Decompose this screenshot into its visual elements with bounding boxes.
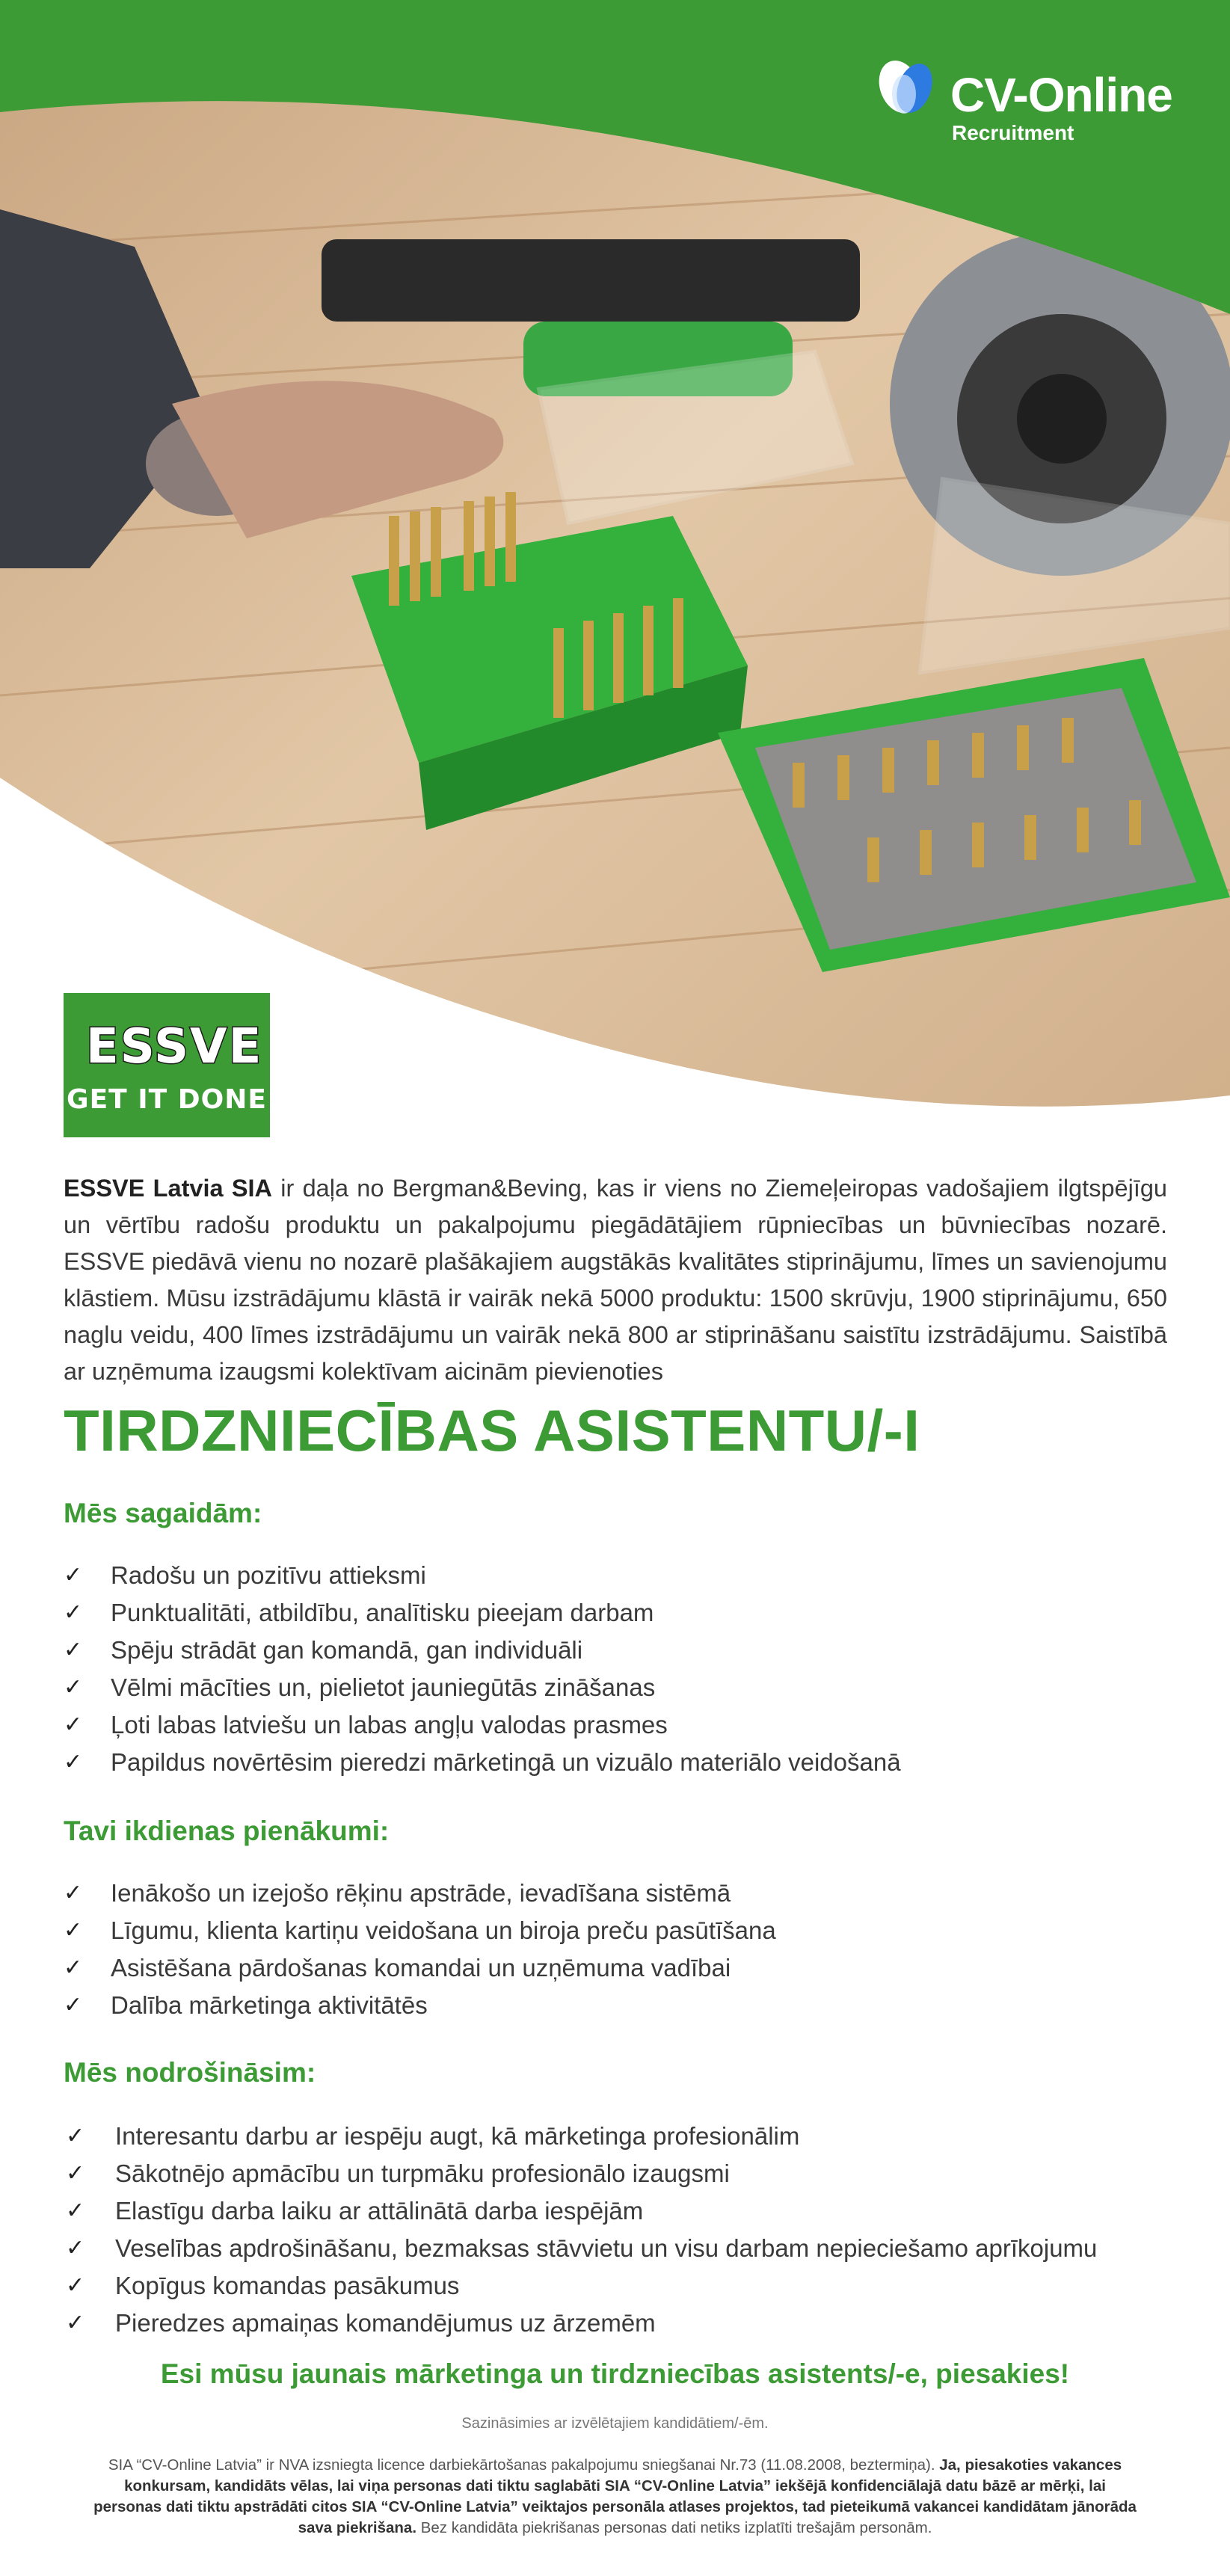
hero-banner <box>0 0 1230 1107</box>
call-to-action: Esi mūsu jaunais mārketinga un tirdzniecības asistents/-e, piesakies! <box>160 2358 1070 2389</box>
check-icon: ✓ <box>66 2310 85 2336</box>
requirements-title: Mēs sagaidām: <box>64 1498 262 1528</box>
check-icon: ✓ <box>66 2123 85 2149</box>
check-icon: ✓ <box>64 1637 83 1663</box>
cv-online-logo <box>871 51 1185 156</box>
company-intro-text: ir daļa no Bergman&Beving, kas ir viens no Ziemeļeiropas vadošajiem ilgtspējīgu un vērtību radošu produktu un pakalpojumu piegādātājiem rūpniecības un būvniecības nozarē. ESSVE piedāvā vienu no nozarē plašākajiem augstākās kvalitātes stiprinājumu, līmes un savienojumu klāstiem. Mūsu izstrādājumu klāstā ir vairāk nekā 5000 produktu: 1500 skrūvju, 1900 stiprinājumu, 650 naglu veidu, 400 līmes izstrādājumu un vairāk nekā 800 ar stiprināšanu saistītu izstrādājumu. Saistībā ar uzņēmuma izaugsmi kolektīvam aicinām pievienoties <box>64 1175 1167 1385</box>
check-icon: ✓ <box>66 2272 85 2299</box>
offer-title: Mēs nodrošināsim: <box>64 2057 316 2088</box>
company-intro <box>64 1170 1167 1390</box>
legal-privacy: Bez kandidāta piekrišanas personas dati netiks izplatīti trešajām personām. <box>416 2519 932 2536</box>
check-icon: ✓ <box>64 1599 83 1626</box>
duties-title: Tavi ikdienas pienākumi: <box>64 1816 390 1846</box>
cv-online-sub: Recruitment <box>952 121 1074 144</box>
check-icon: ✓ <box>64 1917 83 1943</box>
legal-license: SIA “CV-Online Latvia” ir NVA izsniegta licence darbiekārtošanas pakalpojumu sniegšanai Nr.73 (11.08.2008, beztermiņa). <box>108 2456 940 2474</box>
legal-notice <box>90 2455 1140 2539</box>
legal-consent: Ja, piesakoties vakances konkursam, kandidāts vēlas, lai viņa personas dati tiktu saglabāti SIA “CV-Online Latvia” iekšējā konfidenciālajā datu bāzē ar mērķi, lai personas dati tiktu apstrādāti citos SIA “CV-Online Latvia” veiktajos personāla atlases projektos, tad pieteikumā vakancei kandidātam jānorāda sava piekrišana. <box>93 2456 1137 2536</box>
check-icon: ✓ <box>66 2235 85 2261</box>
cv-online-logo-icon <box>871 51 946 126</box>
check-icon: ✓ <box>66 2160 85 2186</box>
essve-logo-word: ESSVE <box>86 1019 263 1075</box>
check-icon: ✓ <box>64 1674 83 1700</box>
check-icon: ✓ <box>64 1992 83 2018</box>
essve-logo-tagline: GET IT DONE <box>67 1084 267 1115</box>
contact-note: Sazināsimies ar izvēlētajiem kandidātiem/-ēm. <box>461 2415 769 2432</box>
check-icon: ✓ <box>64 1880 83 1906</box>
check-icon: ✓ <box>64 1562 83 1588</box>
check-icon: ✓ <box>64 1955 83 1981</box>
check-icon: ✓ <box>66 2198 85 2224</box>
cv-online-name: CV-Online <box>950 68 1172 122</box>
company-name: ESSVE Latvia SIA <box>64 1175 273 1202</box>
check-icon: ✓ <box>64 1749 83 1775</box>
check-icon: ✓ <box>64 1712 83 1738</box>
hero-photo <box>0 0 1230 1107</box>
essve-logo <box>64 993 270 1137</box>
job-title: TIRDZNIECĪBAS ASISTENTU/-I <box>64 1398 920 1463</box>
